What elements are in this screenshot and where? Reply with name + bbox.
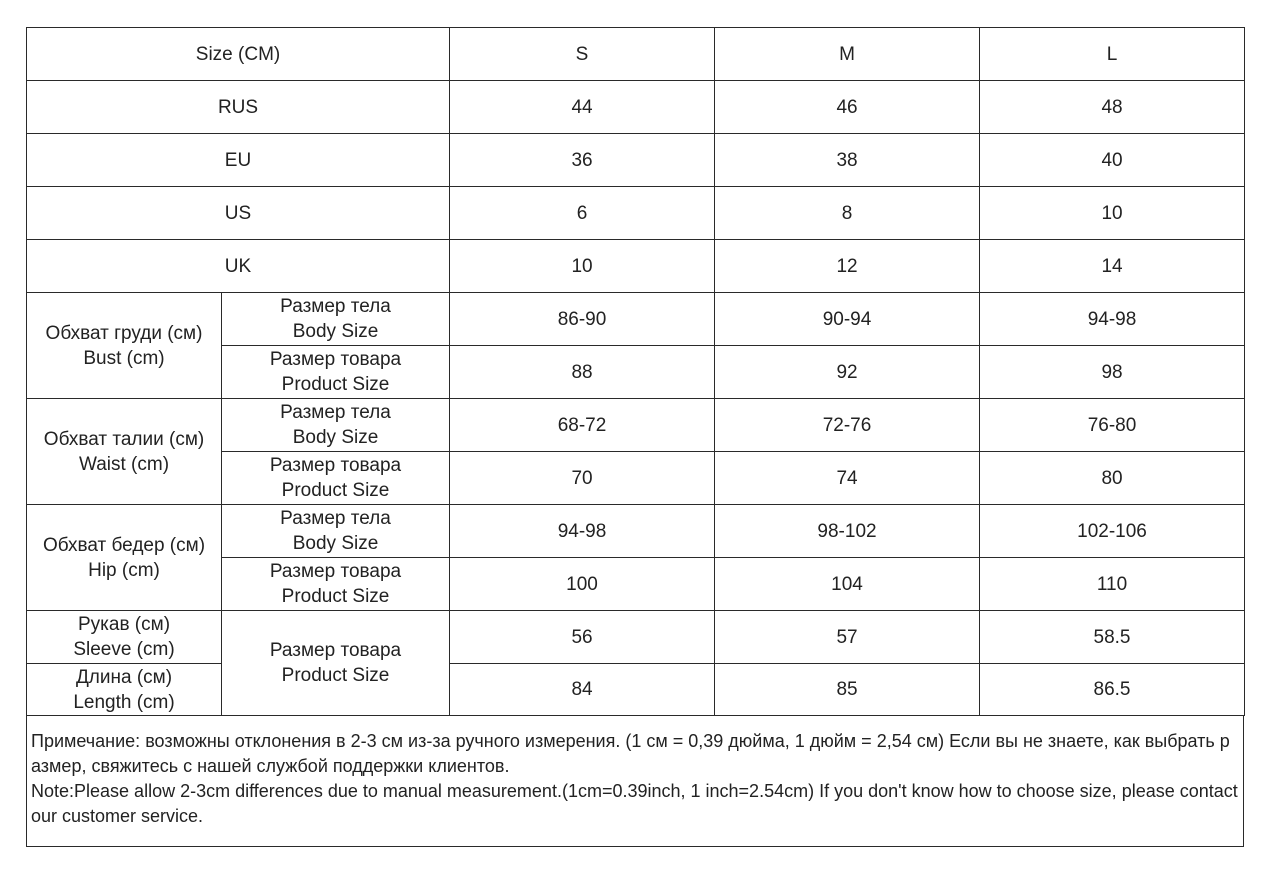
table-cell: 48 [980, 81, 1245, 134]
table-cell: 100 [450, 558, 715, 611]
table-cell: 84 [450, 664, 715, 716]
hip-body-row [27, 505, 1245, 558]
table-cell: 86.5 [980, 664, 1245, 716]
table-cell: 76-80 [980, 399, 1245, 452]
product-size-label: Размер товара Product Size [222, 558, 450, 611]
waist-body-row [27, 399, 1245, 452]
sleeve-label: Рукав (см) Sleeve (cm) [27, 611, 222, 664]
table-cell: 57 [715, 611, 980, 664]
header-row [27, 28, 1245, 81]
table-cell: 44 [450, 81, 715, 134]
table-cell: 10 [450, 240, 715, 293]
length-row [27, 664, 1245, 716]
body-size-label: Размер тела Body Size [222, 293, 450, 346]
note-russian: Примечание: возможны отклонения в 2-3 см из-за ручного измерения. (1 см = 0,39 дюйма, 1 дюйм = 2,54 см) Если вы не знаете, как выбрать размер, свяжитесь с нашей службой поддержки клиентов. [31, 731, 1230, 776]
table-cell: 8 [715, 187, 980, 240]
table-cell: 92 [715, 346, 980, 399]
table-cell: 12 [715, 240, 980, 293]
table-cell: 94-98 [980, 293, 1245, 346]
size-header-cell: Size (CM) [27, 28, 450, 81]
table-cell: 85 [715, 664, 980, 716]
product-size-label: Размер товара Product Size [222, 346, 450, 399]
table-cell: 38 [715, 134, 980, 187]
table-cell: 98-102 [715, 505, 980, 558]
uk-row [27, 240, 1245, 293]
body-size-label: Размер тела Body Size [222, 505, 450, 558]
table-cell: 94-98 [450, 505, 715, 558]
table-cell: 14 [980, 240, 1245, 293]
table-cell: 58.5 [980, 611, 1245, 664]
table-cell: 88 [450, 346, 715, 399]
note-english: Note:Please allow 2-3cm differences due to manual measurement.(1cm=0.39inch, 1 inch=2.54cm) If you don't know how to choose size, please contact our customer service. [31, 781, 1238, 826]
product-size-label: Размер товара Product Size [222, 611, 450, 716]
region-label: EU [27, 134, 450, 187]
table-cell: 36 [450, 134, 715, 187]
bust-body-row [27, 293, 1245, 346]
table-cell: 46 [715, 81, 980, 134]
table-cell: 104 [715, 558, 980, 611]
table-cell: 68-72 [450, 399, 715, 452]
region-label: US [27, 187, 450, 240]
size-l-header: L [980, 28, 1245, 81]
table-cell: 72-76 [715, 399, 980, 452]
bust-label: Обхват груди (см) Bust (cm) [27, 293, 222, 399]
rus-row [27, 81, 1245, 134]
table-cell: 10 [980, 187, 1245, 240]
waist-label: Обхват талии (см) Waist (cm) [27, 399, 222, 505]
size-s-header: S [450, 28, 715, 81]
sleeve-row [27, 611, 1245, 664]
region-label: UK [27, 240, 450, 293]
product-size-label: Размер товара Product Size [222, 452, 450, 505]
table-cell: 74 [715, 452, 980, 505]
table-cell: 90-94 [715, 293, 980, 346]
table-cell: 80 [980, 452, 1245, 505]
us-row [27, 187, 1245, 240]
table-cell: 70 [450, 452, 715, 505]
table-cell: 98 [980, 346, 1245, 399]
note-box [26, 715, 1244, 847]
size-m-header: M [715, 28, 980, 81]
eu-row [27, 134, 1245, 187]
body-size-label: Размер тела Body Size [222, 399, 450, 452]
hip-label: Обхват бедер (см) Hip (cm) [27, 505, 222, 611]
table-cell: 40 [980, 134, 1245, 187]
size-chart-table [26, 27, 1245, 716]
table-cell: 102-106 [980, 505, 1245, 558]
table-cell: 6 [450, 187, 715, 240]
table-cell: 56 [450, 611, 715, 664]
length-label: Длина (см) Length (cm) [27, 664, 222, 716]
table-cell: 110 [980, 558, 1245, 611]
region-label: RUS [27, 81, 450, 134]
table-cell: 86-90 [450, 293, 715, 346]
